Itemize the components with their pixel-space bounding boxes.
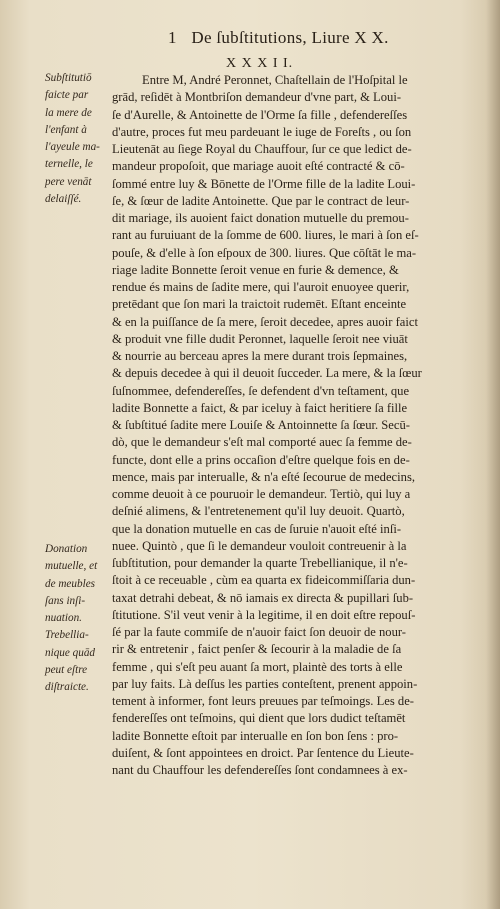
- body-line: rant au furuiuant de la ſomme de 600. liures, le mari à ſon eſ-: [112, 228, 419, 243]
- body-line: rendue és mains de ſadite mere, qui l'auroit enuoyee querir,: [112, 280, 410, 294]
- margin-note-line: l'ayeule ma-: [45, 141, 100, 154]
- body-line: par luy faits. Là deſſus les parties conteſtent, prenent appoin-: [112, 676, 418, 691]
- margin-note-line: nuation.: [45, 612, 82, 625]
- body-line: nant du Chauffour les defendereſſes ſont condamnees à ex-: [112, 763, 408, 777]
- body-line: Entre M, André Peronnet, Chaſtellain de l'Hoſpital le: [142, 73, 408, 87]
- body-text: [112, 72, 486, 779]
- margin-note-substitution: [45, 70, 113, 208]
- body-line: tement à informer, font leurs preuues par teſmoings. Les de-: [112, 694, 414, 708]
- body-line: mence, mais par interualle, & n'a eſté ſecourue de medecins,: [112, 469, 415, 484]
- margin-note-line: faicte par: [45, 89, 89, 102]
- page-header: [168, 28, 468, 48]
- body-line: pouſe, & d'elle à ſon eſpoux de 300. liures. Que cōſtāt le ma-: [112, 245, 417, 260]
- section-number: X X X I I.: [226, 56, 294, 71]
- body-line: deſnié alimens, & l'entretenement qu'il luy deuoit. Quartò,: [112, 504, 405, 519]
- body-line: nuee. Quintò , que ſi le demandeur vouloit contreuenir à la: [112, 538, 407, 553]
- body-line: & nourrie au berceau apres la mere durant trois ſepmaines,: [112, 349, 408, 363]
- body-line: & produit vne fille dudit Peronnet, laquelle ſeroit nee viuāt: [112, 331, 408, 346]
- body-line: dò, que le demandeur s'eſt mal comporté auec ſa femme de-: [112, 435, 412, 450]
- body-line: ſe d'Aurelle, & Antoinette de l'Orme ſa fille , defendereſſes: [112, 107, 408, 122]
- margin-note-line: de meubles: [45, 577, 96, 590]
- body-line: ſubſtitution, pour demander la quarte Trebellianique, il n'e-: [112, 556, 408, 570]
- body-line: comme deuoit à ce pouruoir le demandeur. Tertiò, qui luy a: [112, 487, 411, 501]
- margin-note-line: l'enfant à: [45, 123, 87, 136]
- body-line: rir & entretenir , faict penſer & ſecourir à la maladie de ſa: [112, 642, 402, 657]
- margin-note-line: ſans inſi-: [45, 594, 86, 607]
- body-line: taxat detrahi debeat, & nō iamais ex directa & pupillari ſub-: [112, 590, 414, 605]
- margin-note-line: ternelle, le: [45, 158, 93, 171]
- body-line: ſtitutione. S'il veut venir à la legitime, il en doit eſtre repouſ-: [112, 607, 416, 622]
- margin-note-donation: [45, 541, 113, 697]
- body-line: ladite Bonnette a faict, & par iceluy à faict heritiere ſa fille: [112, 400, 408, 415]
- margin-note-line: nique quād: [45, 646, 96, 659]
- body-line: ſommé entre luy & Bōnette de l'Orme fille de la ladite Loui-: [112, 176, 416, 191]
- page-number: 1: [168, 28, 177, 47]
- body-line: ſe, & ſœur de ladite Antoinette. Que par le contract de leur-: [112, 193, 410, 208]
- margin-note-line: mutuelle, et: [45, 560, 98, 573]
- body-line: ſuſnommee, defendereſſes, ſe defendent d'vn teſtament, que: [112, 383, 410, 398]
- body-line: grād, reſidēt à Montbriſon demandeur d'vne part, & Loui-: [112, 90, 402, 105]
- page-edge-shadow: [486, 0, 500, 909]
- body-line: duiſent, & ſont appointees en droict. Par ſentence du Lieute-: [112, 745, 414, 760]
- body-line: & ſubſtitué ſadite mere Louiſe & Antoinnette ſa ſœur. Secū-: [112, 418, 410, 432]
- body-line: fendereſſes ont teſmoins, qui dient que lors dudict teſtamēt: [112, 711, 406, 726]
- margin-note-line: Subſtitutiō: [45, 72, 92, 84]
- running-title: De ſubſtitutions, Liure X X.: [191, 28, 389, 47]
- body-line: d'autre, proces fut meu pardeuant le iuge de Foreſts , ou ſon: [112, 124, 412, 139]
- body-line: que la donation mutuelle en cas de ſuruie n'auoit eſté inſi-: [112, 521, 402, 536]
- body-line: pretēdant que ſon mari la traictoit rudemēt. Eſtant enceinte: [112, 297, 407, 312]
- body-line: femme , qui s'eſt peu auant ſa mort, plaintè des torts à elle: [112, 659, 403, 674]
- margin-note-line: la mere de: [45, 106, 92, 119]
- body-line: ſtoit à ce receuable , cùm ea quarta ex fideicommiſſaria dun-: [112, 573, 416, 588]
- body-line: & depuis decedee à qui il deuoit ſucceder. La mere, & la ſœur: [112, 366, 422, 381]
- body-line: functe, dont elle a prins occaſion d'eſtre quelque fois en de-: [112, 452, 410, 467]
- body-line: Lieutenāt au ſiege Royal du Chauffour, ſur ce que ledict de-: [112, 142, 412, 156]
- body-line: dit mariage, ils auoient faict donation mutuelle du premou-: [112, 211, 409, 225]
- body-line: & en la puiſſance de ſa mere, ſeroit decedee, apres auoir faict: [112, 314, 418, 329]
- body-line: riage ladite Bonnette ſeroit venue en furie & demence, &: [112, 262, 399, 277]
- margin-note-line: diſtraicte.: [45, 681, 89, 694]
- margin-note-line: Donation: [45, 543, 88, 555]
- margin-note-line: peut eſtre: [45, 664, 88, 677]
- margin-note-line: Trebellia-: [45, 629, 89, 642]
- margin-note-line: pere venāt: [45, 175, 92, 188]
- body-line: ladite Bonnette eſtoit par interualle en ſon bon ſens : pro-: [112, 728, 399, 743]
- margin-note-line: delaiſſé.: [45, 193, 82, 206]
- body-line: mandeur propoſoit, que mariage auoit eſté contracté & cō-: [112, 159, 405, 174]
- body-line: ſé par la faute commiſe de n'auoir faict ſon deuoir de nour-: [112, 625, 407, 639]
